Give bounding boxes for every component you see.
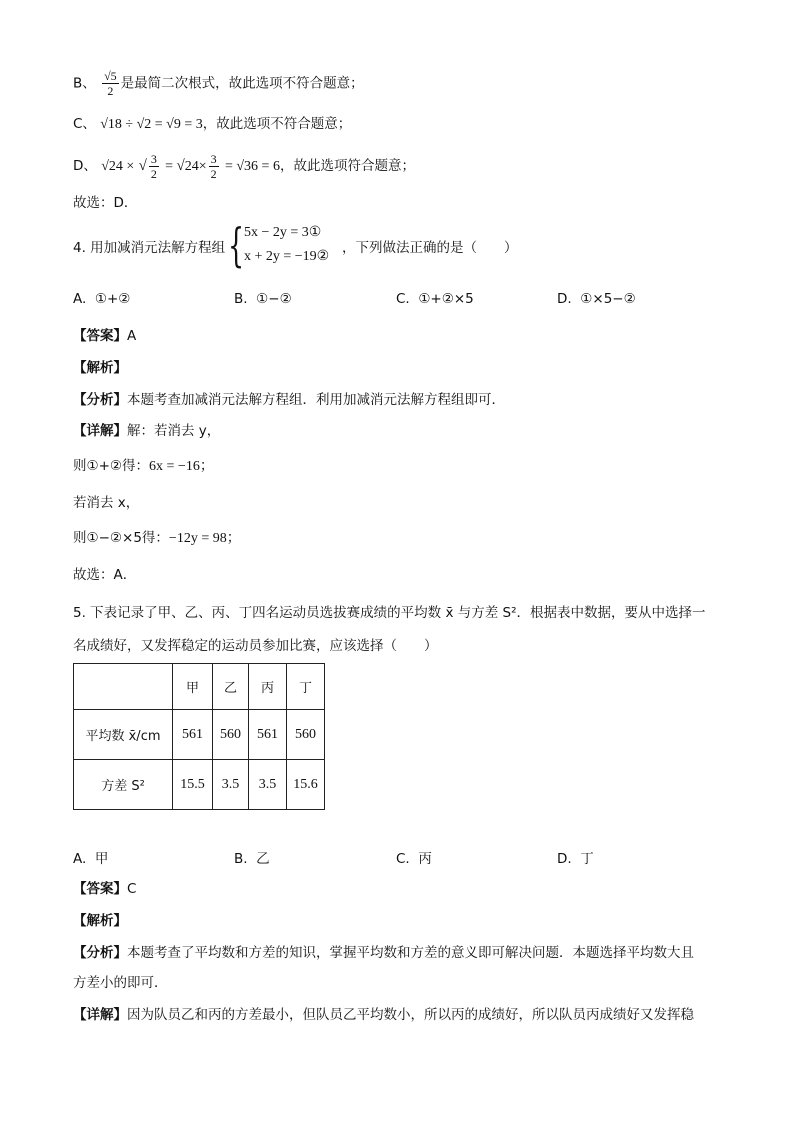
- option-d-line: D、 √24 × √ $\frac{3}{2}$ = √24× $\frac{3}{2}$ = √36 = 6，故此选项符合题意；: [73, 151, 415, 181]
- q5-option-c: C. 丙: [396, 851, 432, 867]
- q4-answer: 【答案】A: [73, 328, 137, 344]
- table-row: 平均数 x̄/cm 561 560 561 560: [74, 710, 325, 760]
- q5-fenxi-line2: 方差小的即可．: [73, 975, 168, 991]
- q4-xiangjie: 【详解】解：若消去 y，: [73, 423, 221, 439]
- q4-step2: 则①+②得：6x = −16；: [73, 458, 214, 474]
- option-c-expression: √18 ÷ √2 = √9 = 3: [100, 117, 203, 132]
- q4-stem-suffix: ，下列做法正确的是（ ）: [342, 240, 518, 256]
- q5-option-b: B. 乙: [234, 851, 270, 867]
- q4-fenxi: 【分析】本题考查加减消元法解方程组．利用加减消元法解方程组即可．: [73, 392, 505, 408]
- q4-step3: 若消去 x，: [73, 495, 140, 511]
- option-b-prefix: B、: [73, 75, 96, 92]
- table-header-row: 甲 乙 丙 丁: [74, 664, 325, 710]
- fraction-sqrt5-over-2: $\frac{√5}{2}$: [104, 69, 117, 98]
- option-c-line: C、 √18 ÷ √2 = √9 = 3，故此选项不符合题意；: [73, 116, 352, 132]
- q5-stem-line2: 名成绩好，又发挥稳定的运动员参加比赛，应该选择（ ）: [73, 638, 438, 654]
- q4-step4: 则①−②×5得：−12y = 98；: [73, 530, 241, 546]
- q4-option-c: C. ①+②×5: [396, 291, 474, 307]
- q5-stem-line1: 5. 下表记录了甲、乙、丙、丁四名运动员选拔赛成绩的平均数 x̄ 与方差 S²．根据表中数据，要从中选择一: [73, 605, 706, 621]
- choose-d: 故选：D．: [73, 195, 138, 211]
- q4-equation-1: 5x − 2y = 3①: [244, 225, 322, 240]
- q5-option-d: D. 丁: [557, 851, 594, 867]
- q5-data-table: [73, 663, 325, 810]
- left-brace-icon: {: [228, 218, 245, 272]
- fraction-3-over-2: $\frac{3}{2}$: [150, 151, 157, 181]
- q4-option-a: A. ①+②: [73, 291, 131, 307]
- q4-stem-prefix: 4. 用加减消元法解方程组: [73, 240, 226, 256]
- q4-option-d: D. ①×5−②: [557, 291, 636, 307]
- q4-analysis-tag: 【解析】: [73, 360, 127, 376]
- q4-equation-2: x + 2y = −19②: [244, 249, 330, 264]
- q5-answer: 【答案】C: [73, 881, 137, 897]
- option-b-line: [73, 70, 364, 97]
- table-row: 方差 S² 15.5 3.5 3.5 15.6: [74, 760, 325, 810]
- q5-fenxi-line1: 【分析】本题考查了平均数和方差的知识，掌握平均数和方差的意义即可解决问题．本题选择平均数大且: [73, 945, 694, 961]
- option-b-text: 是最简二次根式，故此选项不符合题意；: [120, 75, 364, 92]
- q5-xiangjie: 【详解】因为队员乙和丙的方差最小，但队员乙平均数小，所以丙的成绩好，所以队员丙成绩好又发挥稳: [73, 1007, 694, 1023]
- q4-option-b: B. ①−②: [234, 291, 292, 307]
- q5-option-a: A. 甲: [73, 851, 109, 867]
- q4-choose: 故选：A．: [73, 567, 137, 583]
- q5-analysis-tag: 【解析】: [73, 913, 127, 929]
